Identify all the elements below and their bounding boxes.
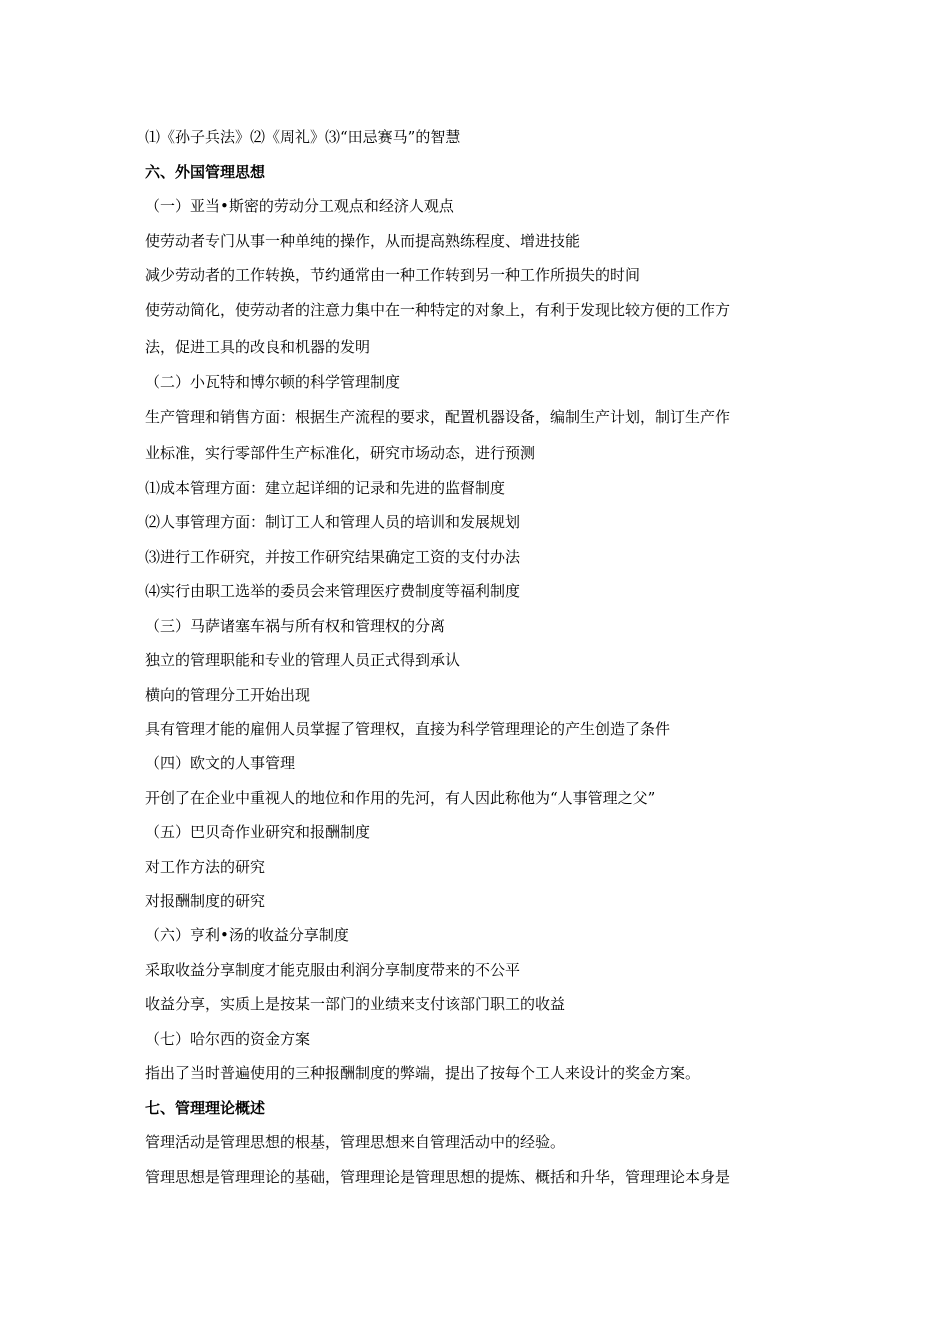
- text-line: 指出了当时普遍使用的三种报酬制度的弊端，提出了按每个工人来设计的奖金方案。: [145, 1064, 701, 1082]
- text-line: 独立的管理职能和专业的管理人员正式得到承认: [145, 651, 461, 669]
- text-line: 具有管理才能的雇佣人员掌握了管理权，直接为科学管理理论的产生创造了条件: [145, 720, 671, 738]
- subsection-title: （七）哈尔西的资金方案: [145, 1030, 311, 1048]
- text-line: 使劳动者专门从事一种单纯的操作，从而提高熟练程度、增进技能: [145, 232, 581, 250]
- text-line: ⑵人事管理方面：制订工人和管理人员的培训和发展规划: [145, 513, 521, 531]
- section-heading: 六、外国管理思想: [145, 163, 266, 181]
- text-line: 管理思想是管理理论的基础，管理理论是管理思想的提炼、概括和升华，管理理论本身是: [145, 1168, 731, 1186]
- subsection-title: （二）小瓦特和博尔顿的科学管理制度: [145, 373, 401, 391]
- text-line: 对工作方法的研究: [145, 858, 266, 876]
- text-line: 管理活动是管理思想的根基，管理思想来自管理活动中的经验。: [145, 1133, 566, 1151]
- text-line: 横向的管理分工开始出现: [145, 686, 311, 704]
- text-line: 业标准，实行零部件生产标准化，研究市场动态，进行预测: [145, 444, 536, 462]
- text-line: ⑴成本管理方面：建立起详细的记录和先进的监督制度: [145, 479, 506, 497]
- subsection-title: （六）亨利•汤的收益分享制度: [145, 926, 349, 944]
- text-line: 对报酬制度的研究: [145, 892, 266, 910]
- text-line: ⑶进行工作研究，并按工作研究结果确定工资的支付办法: [145, 548, 521, 566]
- text-line: 采取收益分享制度才能克服由利润分享制度带来的不公平: [145, 961, 521, 979]
- text-line: 收益分享，实质上是按某一部门的业绩来支付该部门职工的收益: [145, 995, 566, 1013]
- subsection-title: （一）亚当•斯密的劳动分工观点和经济人观点: [145, 197, 454, 215]
- subsection-title: （四）欧文的人事管理: [145, 754, 296, 772]
- text-line: ⑷实行由职工选举的委员会来管理医疗费制度等福利制度: [145, 582, 521, 600]
- text-line: 生产管理和销售方面：根据生产流程的要求，配置机器设备，编制生产计划，制订生产作: [145, 408, 731, 426]
- text-line: 使劳动简化，使劳动者的注意力集中在一种特定的对象上，有利于发现比较方便的工作方: [145, 301, 731, 319]
- text-line: 法，促进工具的改良和机器的发明: [145, 338, 371, 356]
- text-line: 开创了在企业中重视人的地位和作用的先河，有人因此称他为“人事管理之父”: [145, 789, 656, 807]
- subsection-title: （三）马萨诸塞车祸与所有权和管理权的分离: [145, 617, 446, 635]
- text-line: 减少劳动者的工作转换，节约通常由一种工作转到另一种工作所损失的时间: [145, 266, 641, 284]
- section-heading: 七、管理理论概述: [145, 1099, 266, 1117]
- subsection-title: （五）巴贝奇作业研究和报酬制度: [145, 823, 371, 841]
- text-line: ⑴《孙子兵法》⑵《周礼》⑶“田忌赛马”的智慧: [145, 128, 461, 146]
